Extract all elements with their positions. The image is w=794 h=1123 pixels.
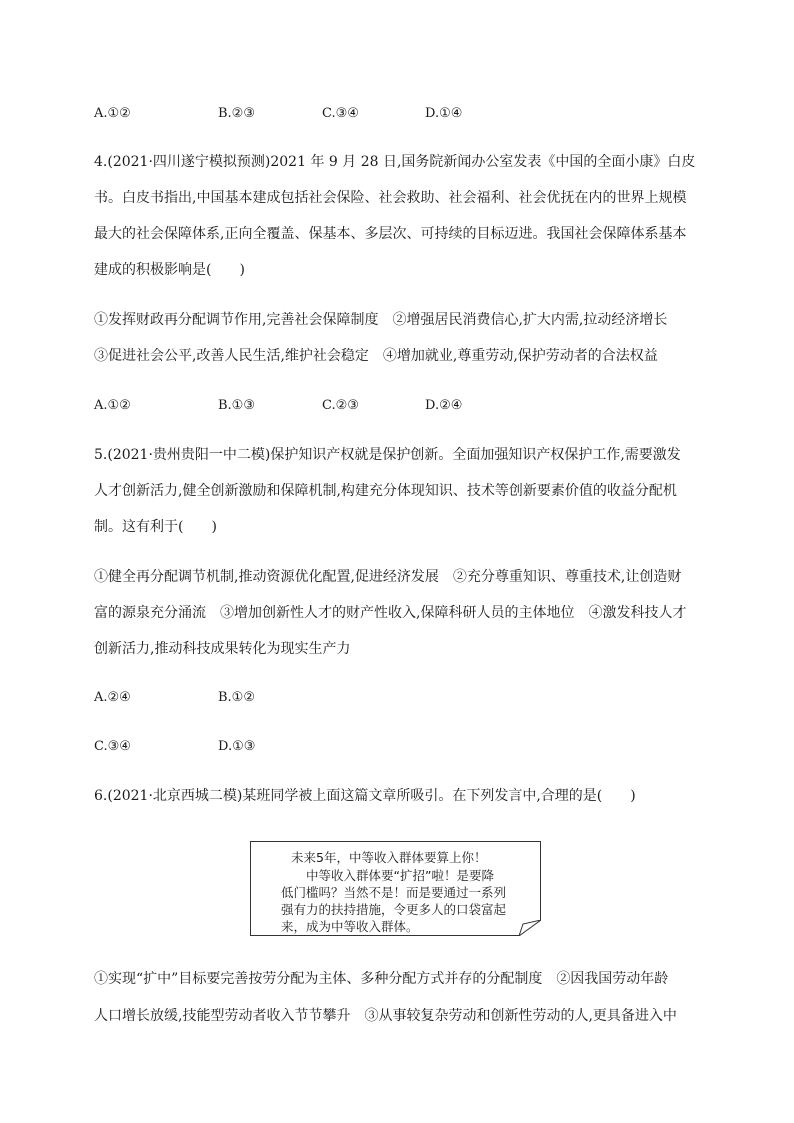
q5-options-row-1 [94,690,714,706]
q6-stem: 6.(2021·北京西城二模)某班同学被上面这篇文章所吸引。在下列发言中,合理的是( ) [94,788,636,804]
q3-option-c[interactable]: C.③④ [322,106,359,121]
q5-option-c[interactable]: C.③④ [94,739,131,754]
q5-statement-line-3: 创新活力,推动科技成果转化为现实生产力 [94,641,351,657]
q5-statement-line-2: 富的源泉充分涌流 ③增加创新性人才的财产性收入,保障科研人员的主体地位 ④激发科技人才 [94,605,687,621]
q3-option-b[interactable]: B.②③ [218,106,255,121]
q4-options [94,398,714,414]
article-line-3: 强有力的扶持措施，令更多人的口袋富起 [281,902,507,917]
q4-option-a[interactable]: A.①② [94,398,131,413]
q4-stem-line-2: 书。白皮书指出,中国基本建成包括社会保险、社会救助、社会福利、社会优抚在内的世界上规模 [94,190,687,206]
q4-stem-line-3: 最大的社会保障体系,正向全覆盖、保基本、多层次、可持续的目标迈进。我国社会保障体系基本 [94,226,687,242]
q5-stem-line-2: 人才创新活力,健全创新激励和保障机制,构建充分体现知识、技术等创新要素价值的收益分配机 [94,483,677,499]
q5-stem-line-3: 制。这有利于( ) [94,519,217,535]
q5-options-row-2 [94,739,714,755]
q6-statement-line-1: ①实现“扩中”目标要完善按劳分配为主体、多种分配方式并存的分配制度 ②因我国劳动年龄 [94,971,669,987]
q4-stem-line-4: 建成的积极影响是( ) [94,262,245,278]
q5-option-d[interactable]: D.①③ [218,739,256,754]
article-title: 未来5年，中等收入群体要算上你！ [291,850,487,865]
article-line-2: 低门槛吗？当然不是！而是要通过一系列 [281,885,507,900]
q3-option-a[interactable]: A.①② [94,106,131,121]
article-excerpt-box [250,841,541,936]
article-line-1: 中等收入群体要“扩招”啦！是要降 [281,868,494,883]
article-line-4: 来，成为中等收入群体。 [281,919,419,934]
q4-stem-line-1: 4.(2021·四川遂宁模拟预测)2021 年 9 月 28 日,国务院新闻办公室发表《中国的全面小康》白皮 [94,154,696,170]
q4-statement-line-1: ①发挥财政再分配调节作用,完善社会保障制度 ②增强居民消费信心,扩大内需,拉动经济增长 [94,312,668,328]
q3-option-d[interactable]: D.①④ [425,106,463,121]
q4-option-b[interactable]: B.①③ [218,398,255,413]
folded-corner-icon [519,920,541,936]
q5-statement-line-1: ①健全再分配调节机制,推动资源优化配置,促进经济发展 ②充分尊重知识、尊重技术,让创造财 [94,569,682,585]
q5-option-a[interactable]: A.②④ [94,690,131,705]
q5-option-b[interactable]: B.①② [218,690,255,705]
q4-statement-line-2: ③促进社会公平,改善人民生活,维护社会稳定 ④增加就业,尊重劳动,保护劳动者的合法权益 [94,348,658,364]
q6-statement-line-2: 人口增长放缓,技能型劳动者收入节节攀升 ③从事较复杂劳动和创新性劳动的人,更具备进入中 [94,1008,677,1024]
q3-options [94,106,714,122]
q5-stem-line-1: 5.(2021·贵州贵阳一中二模)保护知识产权就是保护创新。全面加强知识产权保护工作,需要激发 [94,447,681,463]
q4-option-c[interactable]: C.②③ [322,398,359,413]
q4-option-d[interactable]: D.②④ [425,398,463,413]
